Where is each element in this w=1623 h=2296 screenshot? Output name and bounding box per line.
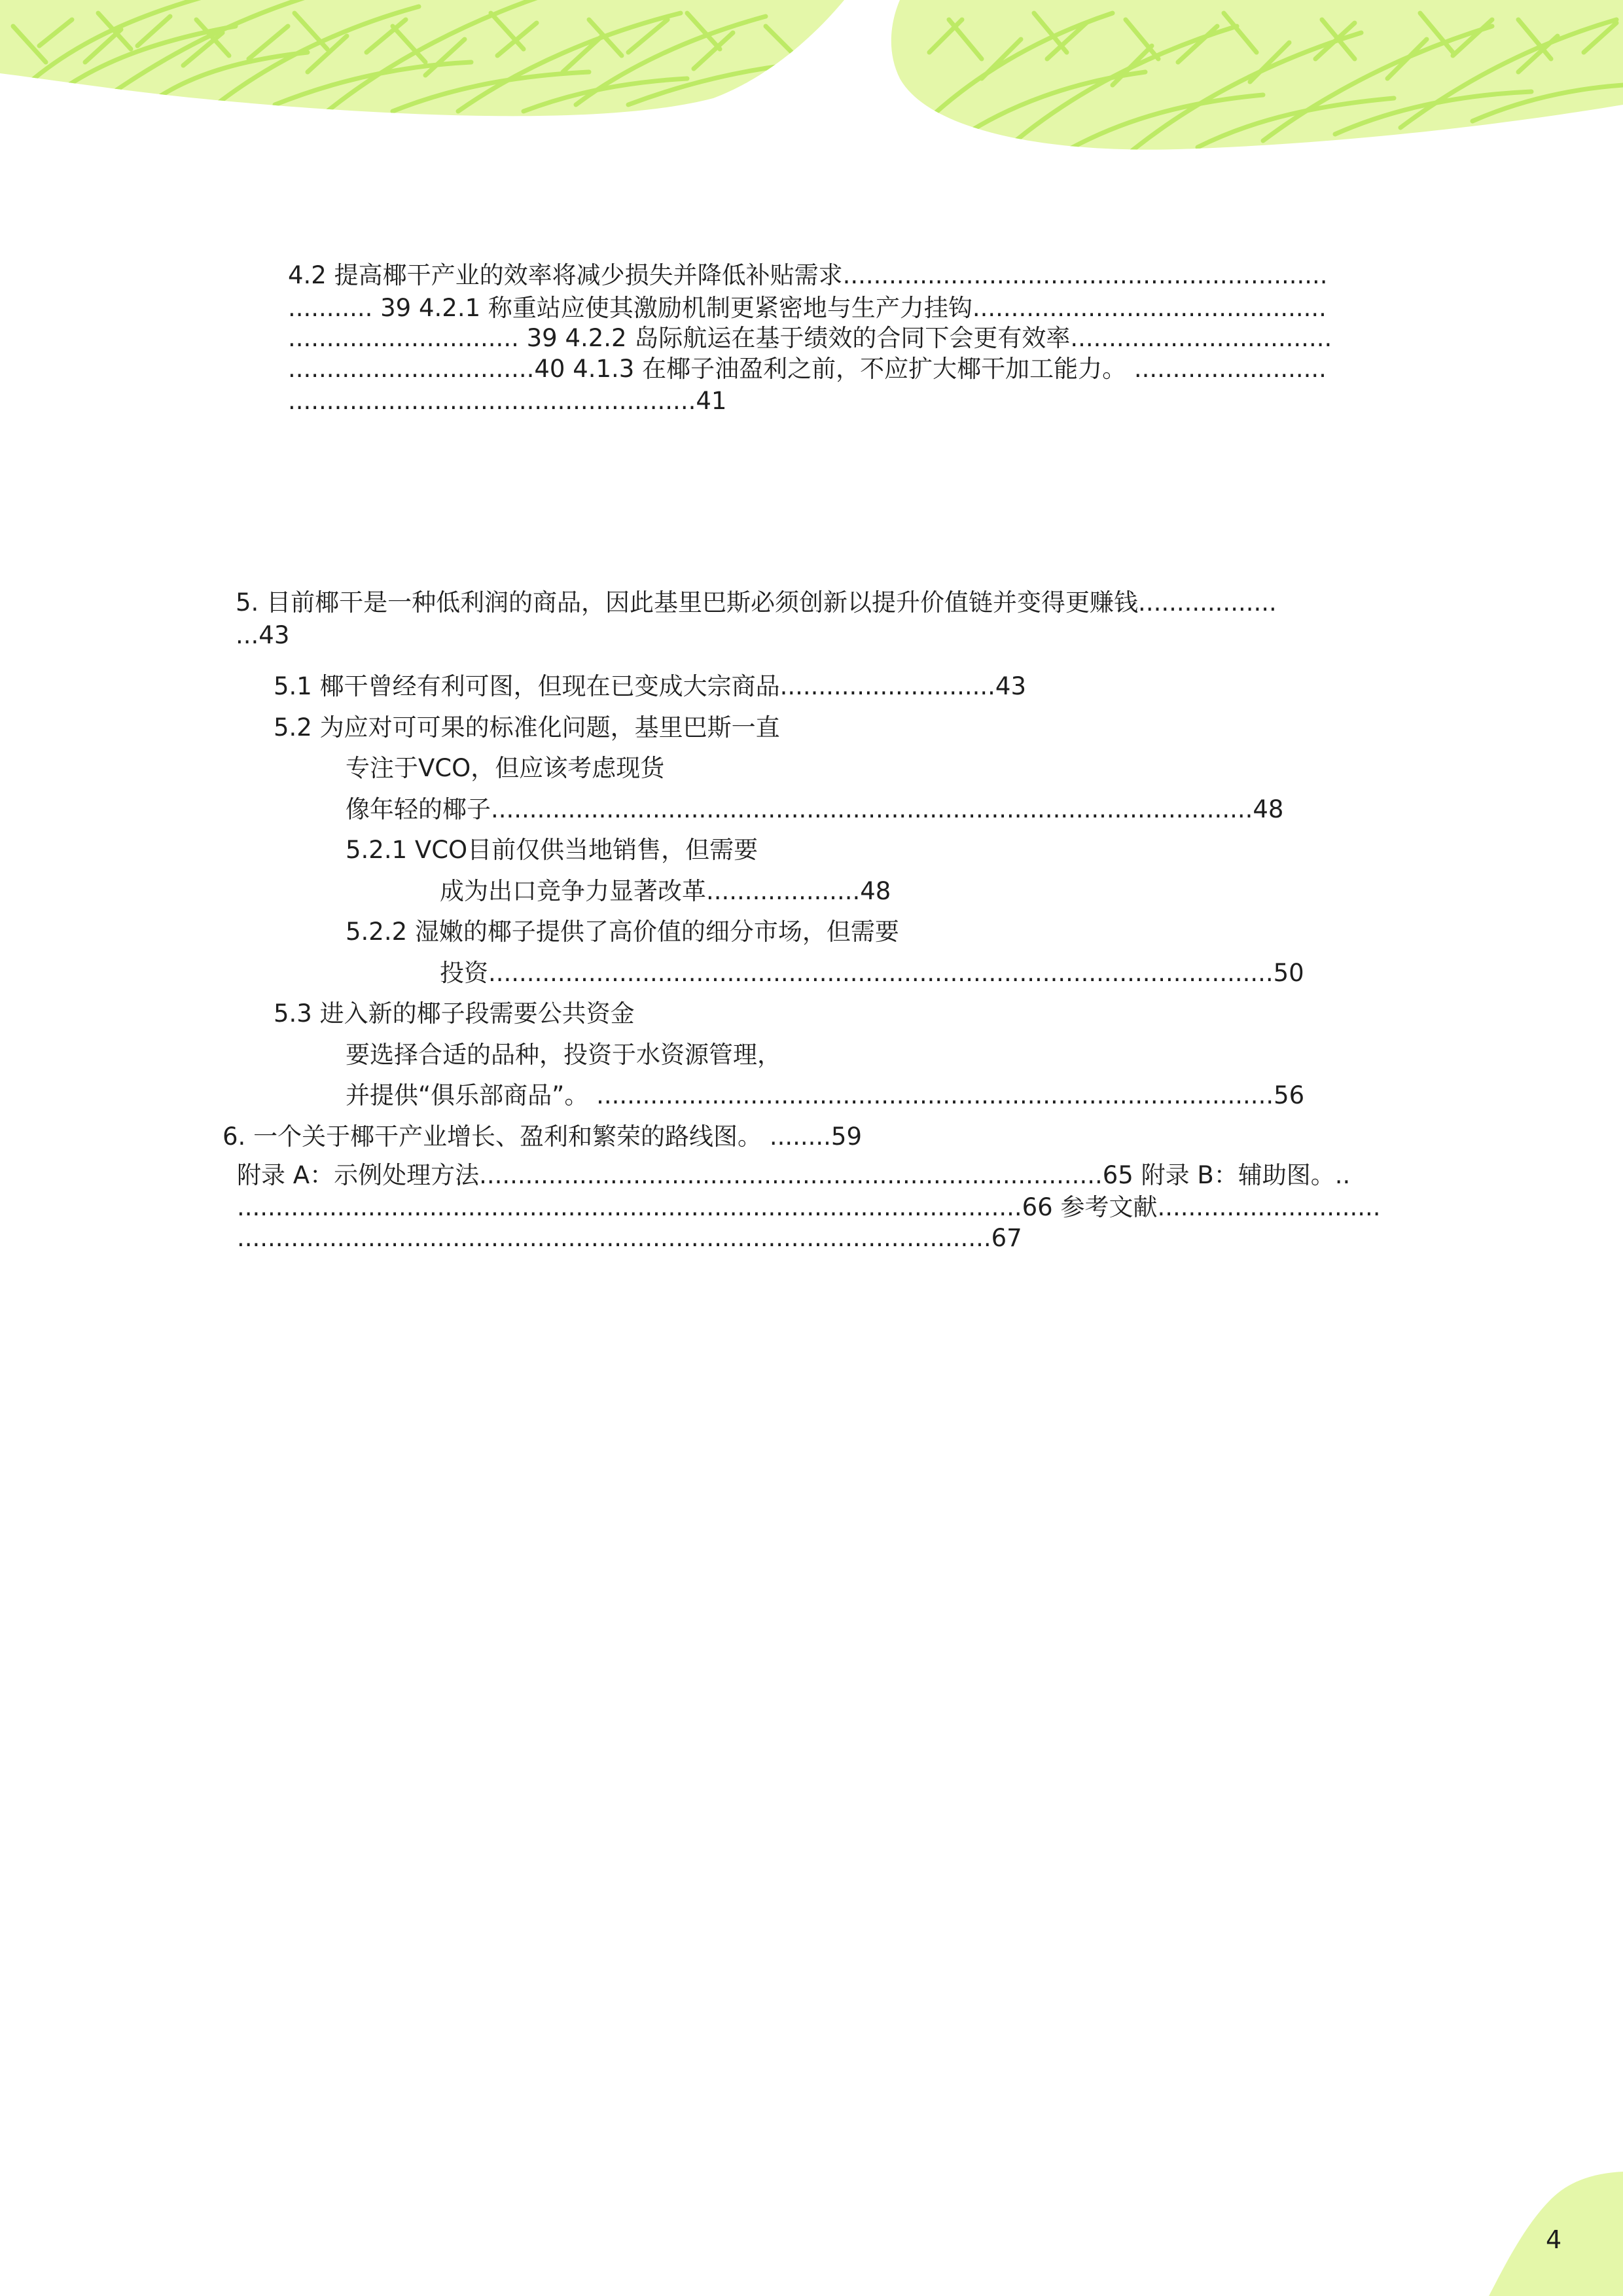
toc-entry-5-2-1[interactable]: 5.2.1 VCO目前仅供当地销售，但需要 [346,836,758,864]
toc-entry-5-2-2-line2[interactable]: 投资......................................................................................................50 [440,959,1304,987]
toc-entry-4-2-1[interactable]: ........... 39 4.2.1 称重站应使其激励机制更紧密地与生产力挂钩.............................................. [288,294,1327,322]
toc-entry-5-3-line2[interactable]: 要选择合适的品种，投资于水资源管理， [346,1041,781,1069]
toc-entry-5-2-1-line2[interactable]: 成为出口竞争力显著改革....................48 [440,877,891,905]
toc-section-5[interactable]: 5. 目前椰干是一种低利润的商品，因此基里巴斯必须创新以提升价值链并变得更赚钱.................. [236,588,1277,617]
toc-entry-4-2-2[interactable]: .............................. 39 4.2.2 岛际航运在基于绩效的合同下会更有效率.................................. [288,324,1332,352]
toc-section-6[interactable]: 6. 一个关于椰干产业增长、盈利和繁荣的路线图。 ........59 [223,1122,862,1151]
toc-entry-5-2-line3[interactable]: 像年轻的椰子...................................................................................................48 [346,795,1284,823]
toc-entry-5-1[interactable]: 5.1 椰干曾经有利可图，但现在已变成大宗商品............................43 [274,672,1026,700]
toc-section-5-cont[interactable]: ...43 [236,621,290,649]
toc-entry-5-2[interactable]: 5.2 为应对可可果的标准化问题，基里巴斯一直 [274,713,780,742]
toc-entry-5-3-line3[interactable]: 并提供“俱乐部商品”。 ........................................................................................56 [346,1081,1305,1109]
toc-entry-5-2-line2[interactable]: 专注于VCO，但应该考虑现货 [346,754,665,782]
toc-appendix-a-b[interactable]: 附录 A：示例处理方法.................................................................................65 附录 B：辅助图。.. [237,1161,1351,1189]
top-right-leaf-blob [891,0,1623,151]
toc-entry-5-3[interactable]: 5.3 进入新的椰子段需要公共资金 [274,999,635,1028]
toc-entry-5-2-2[interactable]: 5.2.2 湿嫩的椰子提供了高价值的细分市场，但需要 [346,918,899,946]
toc-entry-4-2[interactable]: 4.2 提高椰干产业的效率将减少损失并降低补贴需求............................................................... [288,261,1328,289]
toc-appendix-b-references[interactable]: ......................................................................................................66 参考文献............................. [237,1193,1381,1221]
page-number: 4 [1546,2225,1562,2254]
toc-entry-4-1-3[interactable]: ................................40 4.1.3 在椰子油盈利之前，不应扩大椰干加工能力。 ......................... [288,355,1327,383]
toc-entry-4-1-3-cont[interactable]: .....................................................41 [288,387,727,415]
top-left-leaf-blob [0,0,844,116]
toc-references-cont[interactable]: ..................................................................................................67 [237,1224,1022,1252]
